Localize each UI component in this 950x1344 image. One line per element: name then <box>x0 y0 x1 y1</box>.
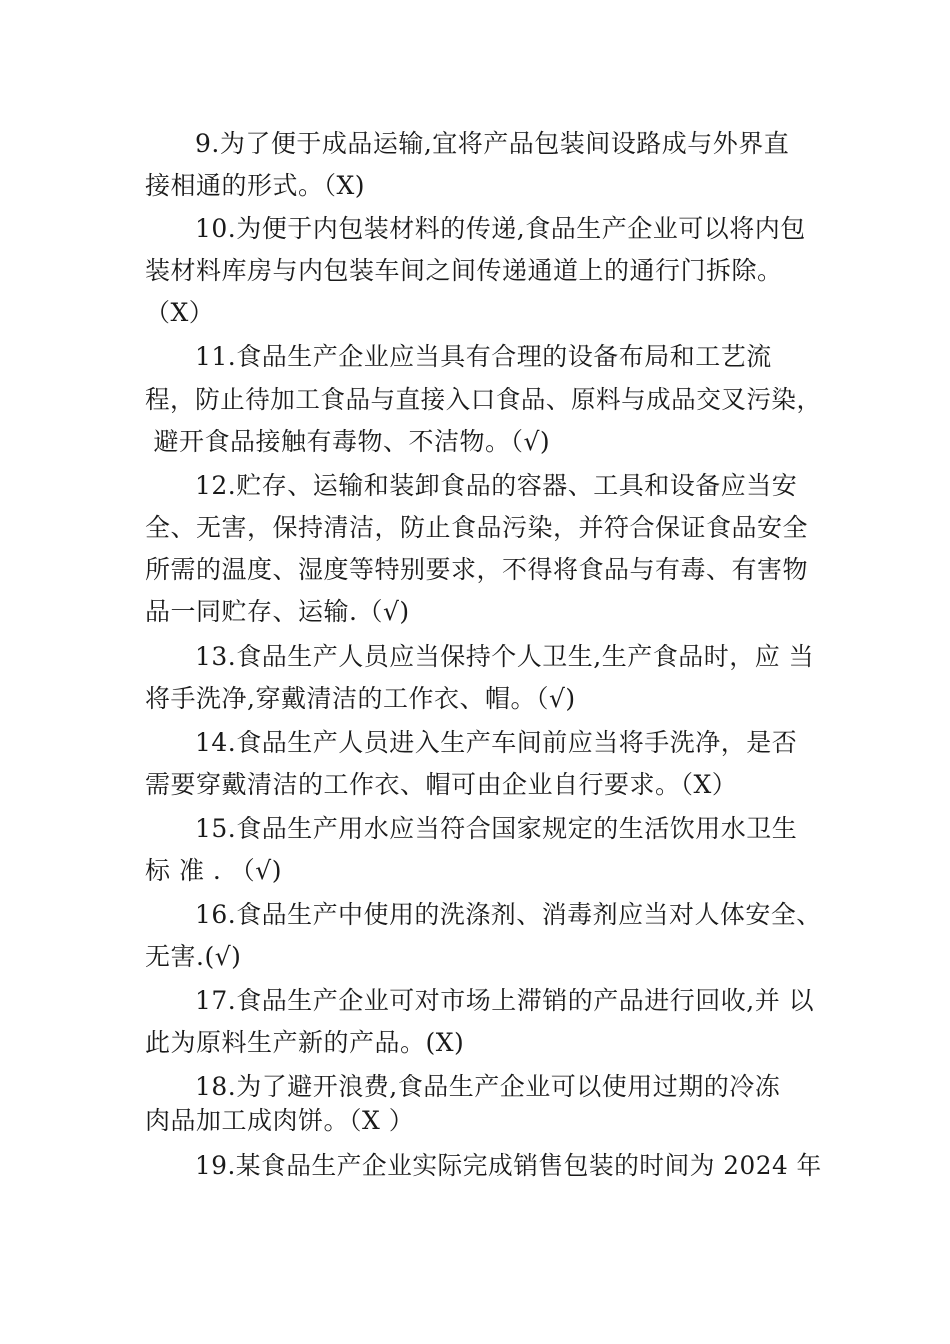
question-13-line-1: 13.食品生产人员应当保持个人卫生,生产食品时，应 当 <box>195 642 815 671</box>
question-12-line-2: 全、无害，保持清洁，防止食品污染，并符合保证食品安全 <box>145 513 809 542</box>
question-9-line-1: 9.为了便于成品运输,宜将产品包装间设路成与外界直 <box>195 129 790 158</box>
question-16-line-2: 无害.(√) <box>145 942 242 971</box>
question-12-line-4: 品一同贮存、运输.（√) <box>145 597 410 626</box>
question-19-line-1: 19.某食品生产企业实际完成销售包装的时间为 2024 年 <box>195 1151 822 1180</box>
question-15-line-1: 15.食品生产用水应当符合国家规定的生活饮用水卫生 <box>195 814 798 843</box>
question-11-line-2: 程，防止待加工食品与直接入口食品、原料与成品交叉污染， <box>145 385 822 414</box>
question-18-line-2: 肉品加工成肉饼。（X ） <box>145 1106 415 1135</box>
question-15-line-2: 标 准 . （√) <box>145 856 282 885</box>
question-10-line-3: （X） <box>145 298 215 327</box>
question-13-line-2: 将手洗净,穿戴清洁的工作衣、帽。（√) <box>145 684 576 713</box>
question-10-line-1: 10.为便于内包装材料的传递,食品生产企业可以将内包 <box>195 214 806 243</box>
question-14-line-1: 14.食品生产人员进入生产车间前应当将手洗净，是否 <box>195 728 798 757</box>
question-17-line-2: 此为原料生产新的产品。(X) <box>145 1028 465 1057</box>
question-14-line-2: 需要穿戴清洁的工作衣、帽可由企业自行要求。（X） <box>145 770 738 799</box>
question-12-line-3: 所需的温度、湿度等特别要求，不得将食品与有毒、有害物 <box>145 555 809 584</box>
question-16-line-1: 16.食品生产中使用的洗涤剂、消毒剂应当对人体安全、 <box>195 900 822 929</box>
question-10-line-2: 装材料库房与内包装车间之间传递通道上的通行门拆除。 <box>145 256 783 285</box>
question-11-line-1: 11.食品生产企业应当具有合理的设备布局和工艺流 <box>195 342 772 371</box>
question-18-line-1: 18.为了避开浪费,食品生产企业可以使用过期的冷冻 <box>195 1072 781 1101</box>
question-12-line-1: 12.贮存、运输和装卸食品的容器、工具和设备应当安 <box>195 471 798 500</box>
question-9-line-2: 接相通的形式。（X) <box>145 171 366 200</box>
question-17-line-1: 17.食品生产企业可对市场上滞销的产品进行回收,并 以 <box>195 986 815 1015</box>
question-11-line-3: 避开食品接触有毒物、不洁物。（√) <box>145 427 551 456</box>
